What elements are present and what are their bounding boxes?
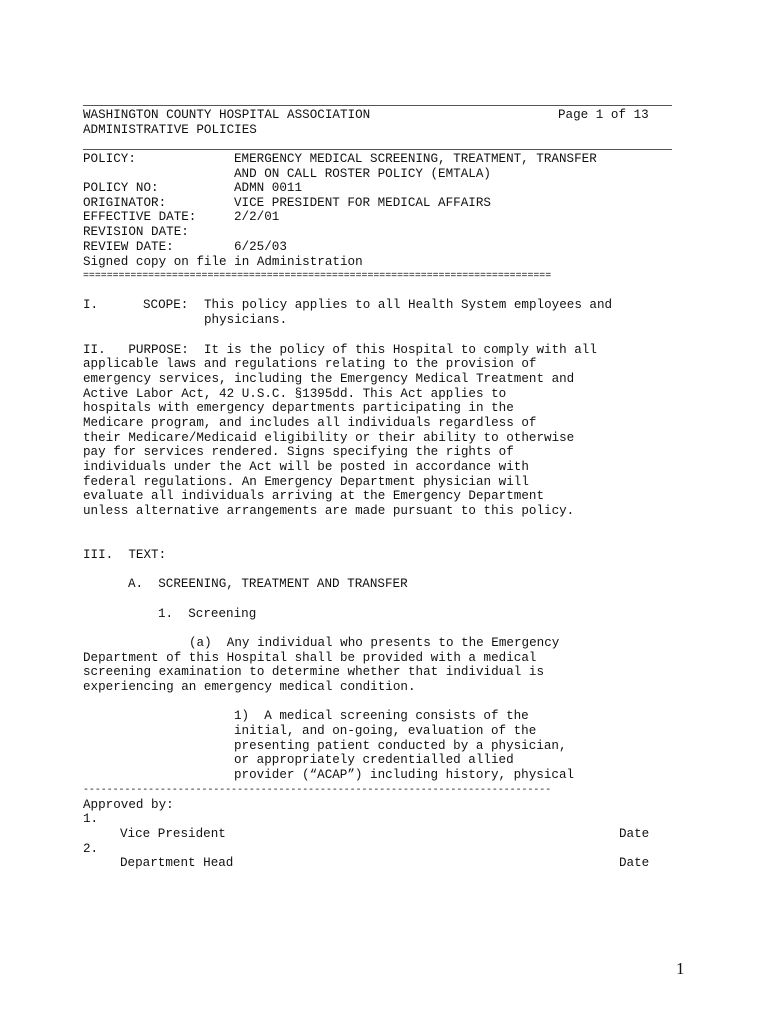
- approver-1-number: 1.: [83, 812, 99, 826]
- item-1-line: initial, and on-going, evaluation of the: [234, 724, 537, 738]
- top-rule: [83, 105, 672, 106]
- policy-label: POLICY:: [83, 152, 136, 166]
- purpose-line: Medicare program, and includes all individuals regardless of: [83, 416, 537, 430]
- purpose-line: unless alternative arrangements are made pursuant to this policy.: [83, 504, 575, 518]
- text-heading: III. TEXT:: [83, 548, 167, 562]
- originator-label: ORIGINATOR:: [83, 196, 167, 210]
- approver-2-number: 2.: [83, 842, 99, 856]
- approver-2-date-label: Date: [619, 856, 650, 870]
- scope-text-line-1: This policy applies to all Health System employees and: [204, 298, 613, 312]
- purpose-line: II. PURPOSE: It is the policy of this Hospital to comply with all: [83, 343, 597, 357]
- approver-1-date-label: Date: [619, 827, 650, 841]
- purpose-line: individuals under the Act will be posted in accordance with: [83, 460, 529, 474]
- review-date-label: REVIEW DATE:: [83, 240, 174, 254]
- paragraph-a-line: (a) Any individual who presents to the Emergency: [189, 636, 560, 650]
- item-1-line: or appropriately credentialled allied: [234, 753, 514, 767]
- approver-1-title: Vice President: [120, 827, 226, 841]
- subsection-a-heading: A. SCREENING, TREATMENT AND TRANSFER: [128, 577, 408, 591]
- scope-label: SCOPE:: [143, 298, 189, 312]
- double-separator: ===============================================================================: [83, 270, 552, 281]
- purpose-line: evaluate all individuals arriving at the Emergency Department: [83, 489, 545, 503]
- effective-date-value: 2/2/01: [234, 210, 280, 224]
- purpose-line: applicable laws and regulations relating to the provision of: [83, 357, 537, 371]
- item-1-line: provider (“ACAP”) including history, physical: [234, 768, 575, 782]
- originator-value: VICE PRESIDENT FOR MEDICAL AFFAIRS: [234, 196, 491, 210]
- dash-separator: -------------------------------------------------------------------------------: [83, 784, 552, 795]
- approved-by-label: Approved by:: [83, 798, 174, 812]
- item-1-line: presenting patient conducted by a physician,: [234, 739, 567, 753]
- purpose-line: emergency services, including the Emergency Medical Treatment and: [83, 372, 575, 386]
- purpose-line: federal regulations. An Emergency Department physician will: [83, 475, 529, 489]
- page-label: Page 1 of 13: [558, 108, 649, 122]
- section-name: ADMINISTRATIVE POLICIES: [83, 123, 257, 137]
- policy-no-value: ADMN 0011: [234, 181, 303, 195]
- scope-text-line-2: physicians.: [204, 313, 288, 327]
- header-rule: [83, 149, 672, 150]
- paragraph-a-line: Department of this Hospital shall be provided with a medical: [83, 651, 537, 665]
- paragraph-a-line: screening examination to determine whether that individual is: [83, 665, 545, 679]
- policy-title-line-1: EMERGENCY MEDICAL SCREENING, TREATMENT, TRANSFER: [234, 152, 597, 166]
- item-1-line: 1) A medical screening consists of the: [234, 709, 529, 723]
- paragraph-a-line: experiencing an emergency medical condition.: [83, 680, 416, 694]
- review-date-value: 6/25/03: [234, 240, 287, 254]
- purpose-line: their Medicare/Medicaid eligibility or their ability to otherwise: [83, 431, 575, 445]
- purpose-line: Active Labor Act, 42 U.S.C. §1395dd. This Act applies to: [83, 387, 507, 401]
- organization-name: WASHINGTON COUNTY HOSPITAL ASSOCIATION: [83, 108, 371, 122]
- subsection-1-heading: 1. Screening: [158, 607, 257, 621]
- scope-numeral: I.: [83, 298, 99, 312]
- revision-date-label: REVISION DATE:: [83, 225, 189, 239]
- policy-title-line-2: AND ON CALL ROSTER POLICY (EMTALA): [234, 167, 491, 181]
- page-number: 1: [676, 959, 685, 978]
- signed-copy-note: Signed copy on file in Administration: [83, 255, 363, 269]
- effective-date-label: EFFECTIVE DATE:: [83, 210, 197, 224]
- policy-no-label: POLICY NO:: [83, 181, 159, 195]
- purpose-line: hospitals with emergency departments participating in the: [83, 401, 514, 415]
- approver-2-title: Department Head: [120, 856, 234, 870]
- purpose-line: pay for services rendered. Signs specifying the rights of: [83, 445, 514, 459]
